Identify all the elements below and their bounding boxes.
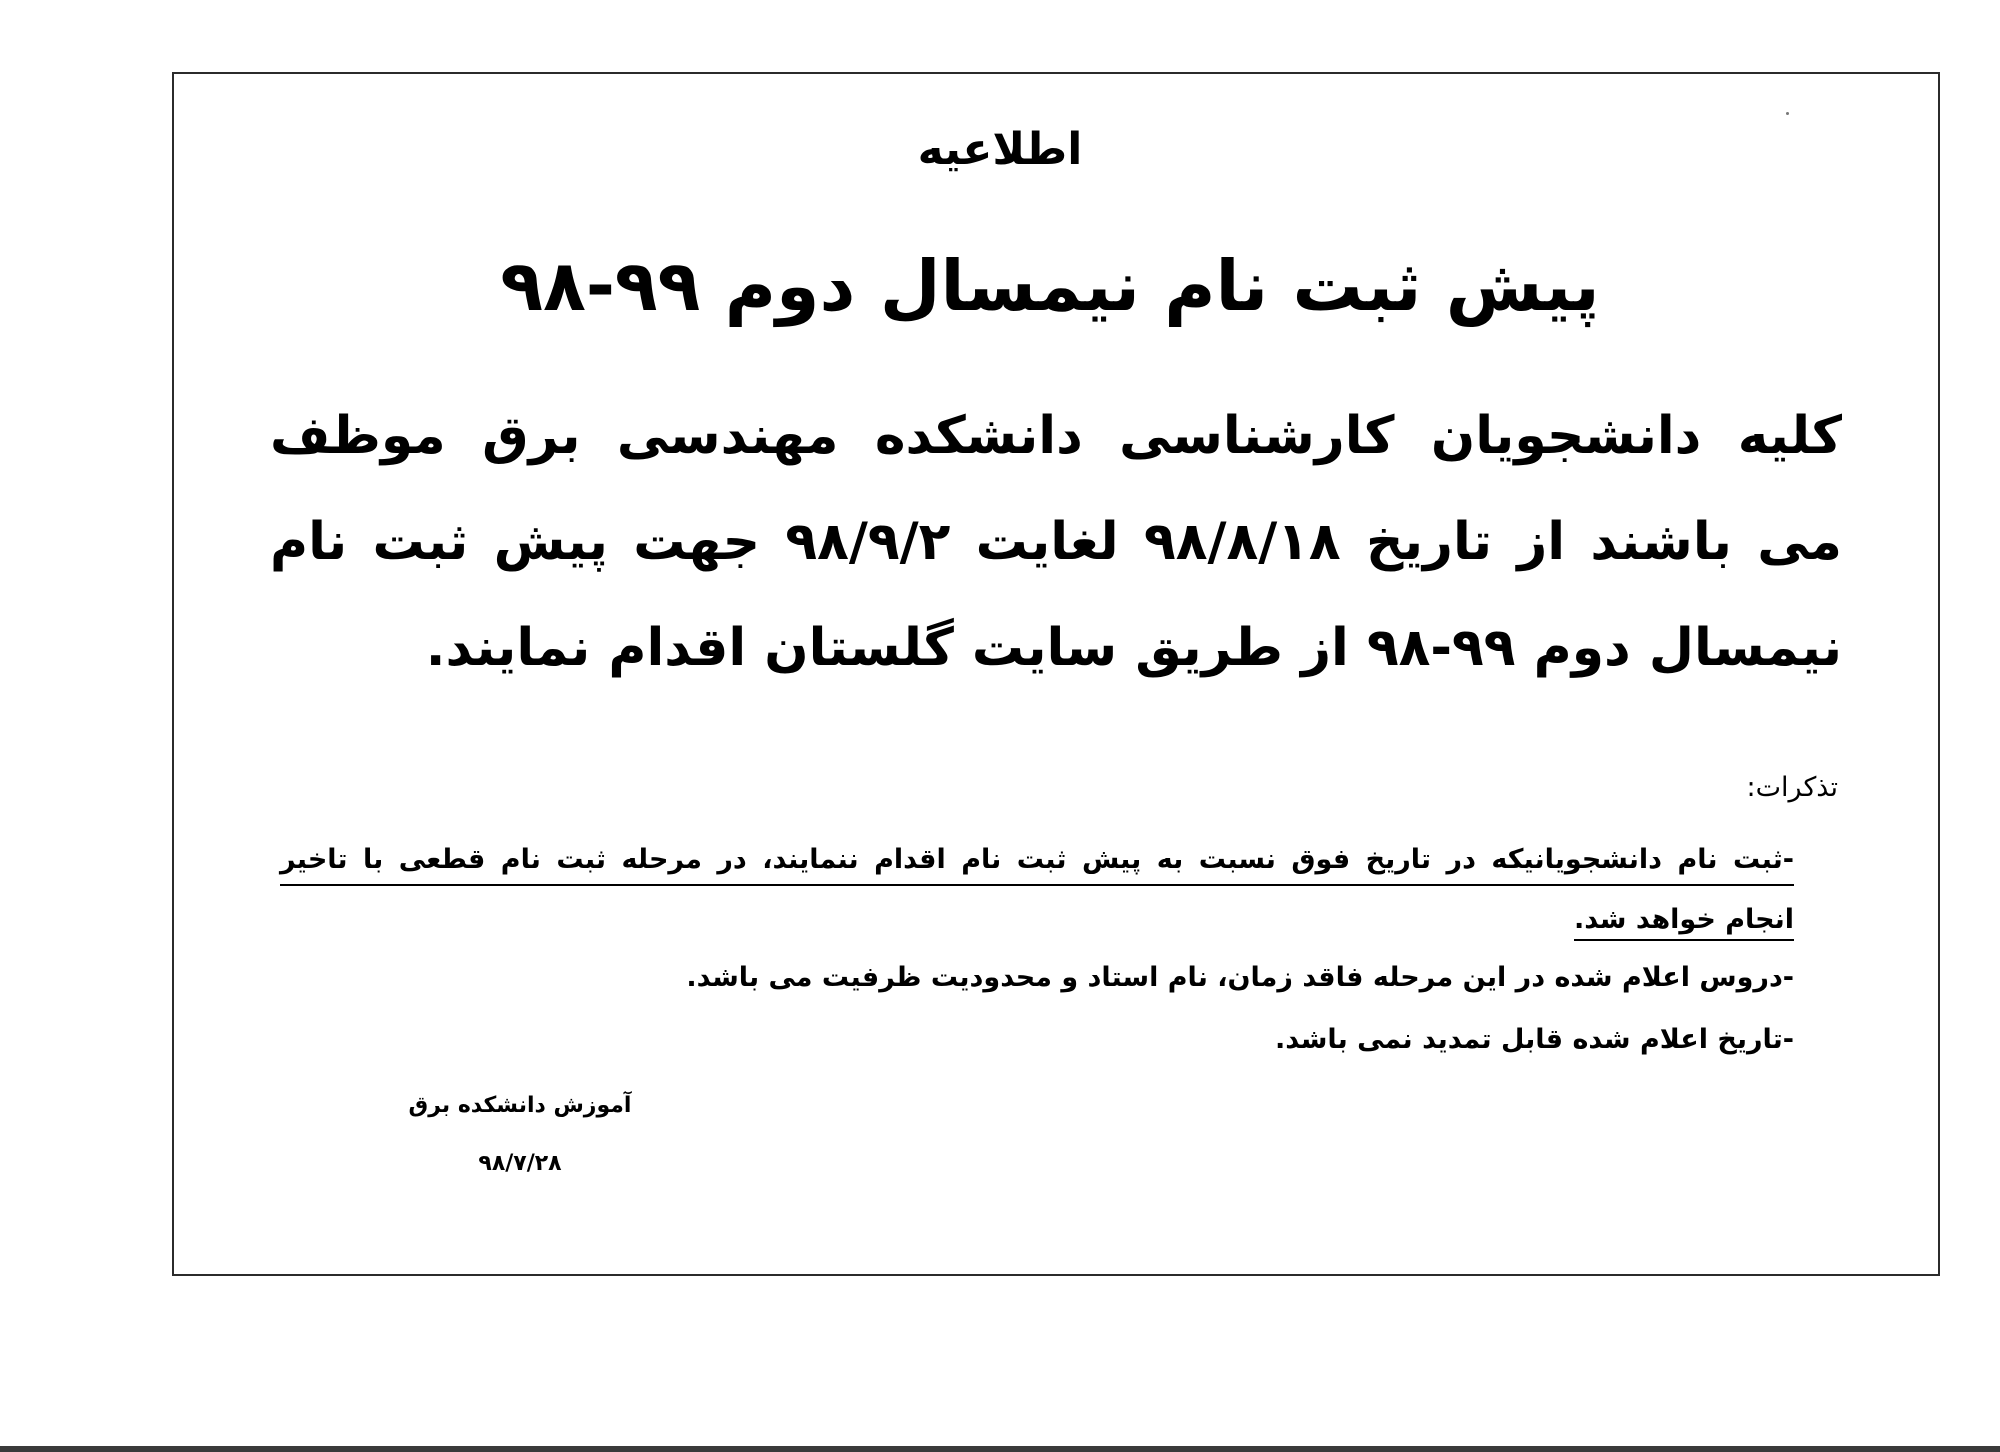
note-3: -تاریخ اعلام شده قابل تمدید نمی باشد. — [1275, 1024, 1794, 1055]
body-line-1: کلیه دانشجویان کارشناسی دانشکده مهندسی برق موظف — [270, 406, 1842, 466]
note-1-line-2-text: انجام خواهد شد. — [1574, 904, 1794, 941]
body-line-3: نیمسال دوم ۹۹-۹۸ از طریق سایت گلستان اقدام نمایند. — [425, 618, 1842, 678]
note-2: -دروس اعلام شده در این مرحله فاقد زمان، نام استاد و محدودیت ظرفیت می باشد. — [686, 962, 1794, 993]
notice-heading: اطلاعیه — [917, 124, 1083, 175]
note-1-line-1: -ثبت نام دانشجویانیکه در تاریخ فوق نسبت به پیش ثبت نام اقدام ننمایند، در مرحله ثبت نام قطعی با تاخیر — [280, 840, 1794, 886]
scan-bottom-edge — [0, 1446, 2000, 1452]
scan-speck — [1786, 112, 1789, 115]
note-1-line-2 — [1300, 900, 1794, 940]
notes-label: تذکرات: — [1746, 772, 1838, 803]
notice-title: پیش ثبت نام نیمسال دوم ۹۹-۹۸ — [500, 245, 1600, 327]
body-line-2: می باشند از تاریخ ۹۸/۸/۱۸ لغایت ۹۸/۹/۲ جهت پیش ثبت نام — [270, 512, 1843, 572]
signature-office: آموزش دانشکده برق — [408, 1093, 632, 1118]
signature-date: ۹۸/۷/۲۸ — [478, 1151, 562, 1176]
